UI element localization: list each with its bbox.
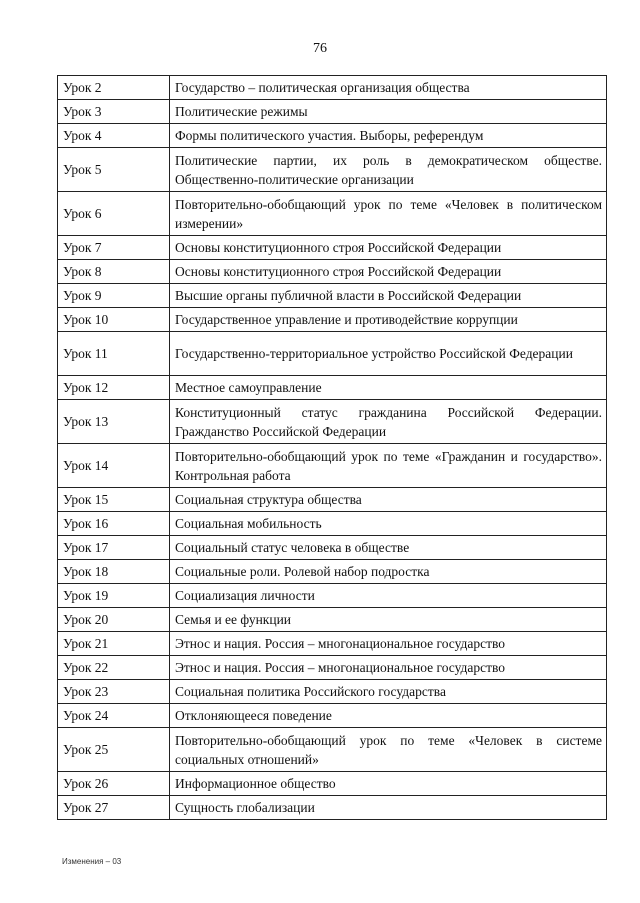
table-row [58,632,607,656]
lesson-number-cell: Урок 9 [58,284,170,308]
lesson-number-cell: Урок 6 [58,192,170,236]
lesson-number-cell: Урок 23 [58,680,170,704]
lesson-number-cell: Урок 27 [58,796,170,820]
lesson-topic-cell: Социализация личности [170,584,607,608]
lesson-number-cell: Урок 26 [58,772,170,796]
table-row [58,376,607,400]
lesson-topic-cell: Повторительно-обобщающий урок по теме «Человек в системе социальных отношений» [170,728,607,772]
lesson-number-cell: Урок 25 [58,728,170,772]
lesson-number-cell: Урок 3 [58,100,170,124]
table-row [58,608,607,632]
lesson-number-cell: Урок 12 [58,376,170,400]
table-row [58,796,607,820]
table-row [58,680,607,704]
lesson-number-cell: Урок 19 [58,584,170,608]
lesson-number-cell: Урок 7 [58,236,170,260]
table-row [58,236,607,260]
lesson-number-cell: Урок 24 [58,704,170,728]
lessons-table-body [58,76,607,820]
lesson-number-cell: Урок 16 [58,512,170,536]
lesson-topic-cell: Социальный статус человека в обществе [170,536,607,560]
lesson-topic-cell: Основы конституционного строя Российской Федерации [170,236,607,260]
table-row [58,444,607,488]
lesson-number-cell: Урок 2 [58,76,170,100]
lesson-number-cell: Урок 21 [58,632,170,656]
lesson-topic-cell: Политические режимы [170,100,607,124]
lesson-number-cell: Урок 18 [58,560,170,584]
table-row [58,560,607,584]
lesson-topic-cell: Семья и ее функции [170,608,607,632]
lesson-number-cell: Урок 15 [58,488,170,512]
table-row [58,536,607,560]
lesson-number-cell: Урок 13 [58,400,170,444]
revision-footer: Изменения – 03 [62,857,122,866]
lesson-topic-cell: Этнос и нация. Россия – многонациональное государство [170,656,607,680]
table-row [58,332,607,376]
lesson-topic-cell: Государство – политическая организация общества [170,76,607,100]
table-row [58,584,607,608]
table-row [58,728,607,772]
table-row [58,148,607,192]
table-row [58,100,607,124]
lesson-topic-cell: Политические партии, их роль в демократическом обществе. Общественно-политические организации [170,148,607,192]
table-row [58,308,607,332]
lesson-topic-cell: Государственное управление и противодействие коррупции [170,308,607,332]
table-row [58,488,607,512]
lesson-topic-cell: Высшие органы публичной власти в Российской Федерации [170,284,607,308]
lessons-table [57,75,607,820]
lesson-topic-cell: Социальные роли. Ролевой набор подростка [170,560,607,584]
table-row [58,772,607,796]
lesson-number-cell: Урок 4 [58,124,170,148]
lesson-topic-cell: Социальная мобильность [170,512,607,536]
lesson-topic-cell: Социальная политика Российского государства [170,680,607,704]
lesson-topic-cell: Сущность глобализации [170,796,607,820]
lesson-number-cell: Урок 20 [58,608,170,632]
table-row [58,656,607,680]
lesson-topic-cell: Повторительно-обобщающий урок по теме «Человек в политическом измерении» [170,192,607,236]
lesson-number-cell: Урок 5 [58,148,170,192]
lesson-topic-cell: Формы политического участия. Выборы, референдум [170,124,607,148]
page-number: 76 [313,41,327,56]
lesson-number-cell: Урок 10 [58,308,170,332]
lesson-number-cell: Урок 11 [58,332,170,376]
lesson-number-cell: Урок 22 [58,656,170,680]
lesson-topic-cell: Повторительно-обобщающий урок по теме «Гражданин и государство». Контрольная работа [170,444,607,488]
lesson-topic-cell: Отклоняющееся поведение [170,704,607,728]
table-row [58,704,607,728]
lesson-topic-cell: Социальная структура общества [170,488,607,512]
table-row [58,76,607,100]
lesson-number-cell: Урок 14 [58,444,170,488]
lesson-topic-cell: Основы конституционного строя Российской Федерации [170,260,607,284]
lesson-number-cell: Урок 8 [58,260,170,284]
table-row [58,124,607,148]
lesson-number-cell: Урок 17 [58,536,170,560]
lesson-topic-cell: Этнос и нация. Россия – многонациональное государство [170,632,607,656]
lesson-topic-cell: Информационное общество [170,772,607,796]
table-row [58,260,607,284]
lesson-topic-cell: Государственно-территориальное устройство Российской Федерации [170,332,607,376]
lesson-topic-cell: Местное самоуправление [170,376,607,400]
lesson-topic-cell: Конституционный статус гражданина Российской Федерации. Гражданство Российской Федерации [170,400,607,444]
table-row [58,284,607,308]
table-row [58,400,607,444]
table-row [58,512,607,536]
table-row [58,192,607,236]
